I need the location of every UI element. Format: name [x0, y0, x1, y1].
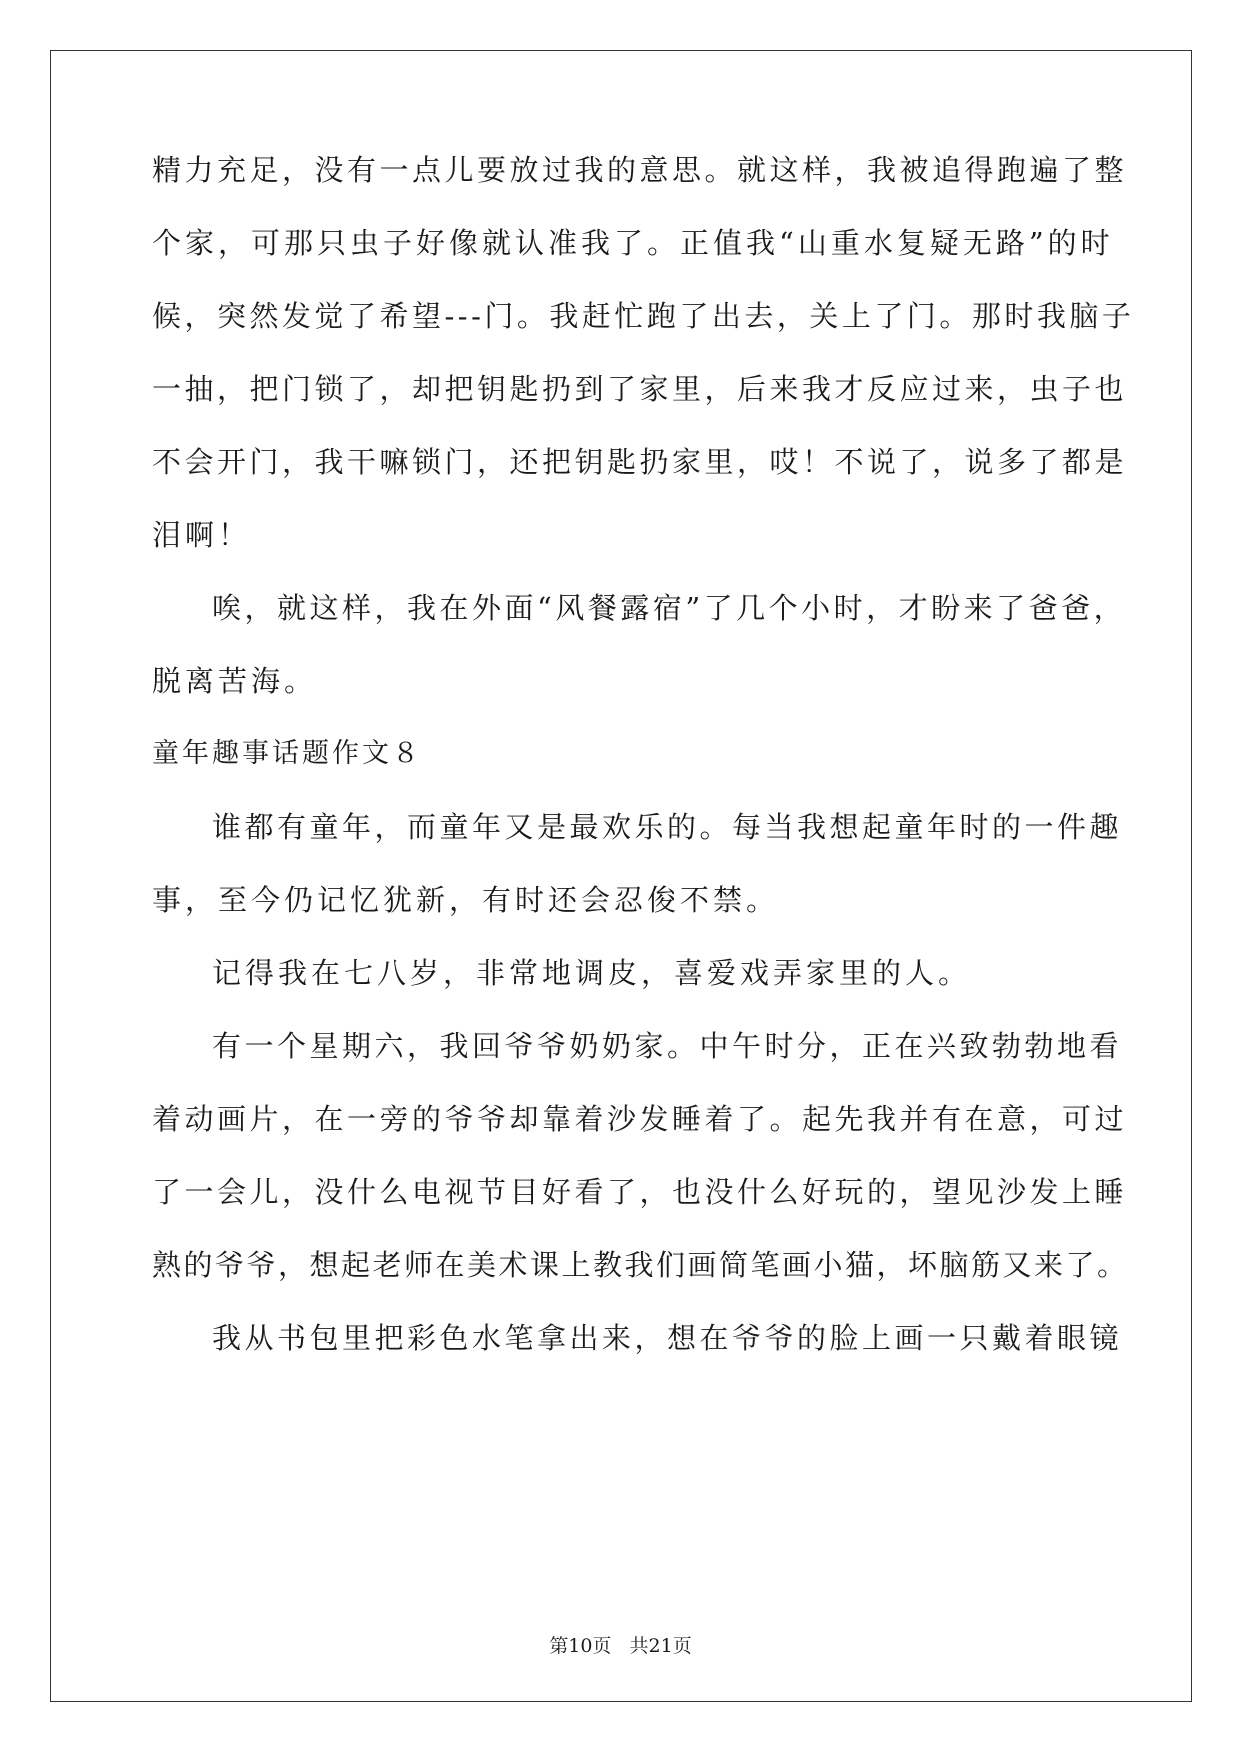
- text-line: 事，至今仍记忆犹新，有时还会忍俊不禁。: [152, 883, 780, 917]
- text-line: 有一个星期六，我回爷爷奶奶家。中午时分，正在兴致勃勃地看: [212, 1029, 1123, 1063]
- text-line: 一抽，把门锁了，却把钥匙扔到了家里，后来我才反应过来，虫子也: [152, 372, 1128, 406]
- text-line: 我从书包里把彩色水笔拿出来，想在爷爷的脸上画一只戴着眼镜: [212, 1321, 1123, 1355]
- text-line: 泪啊！: [152, 518, 252, 552]
- page-number-footer: 第10页 共21页: [549, 1635, 692, 1657]
- text-line: 着动画片，在一旁的爷爷却靠着沙发睡着了。起先我并有在意，可过: [152, 1102, 1128, 1136]
- text-line: 不会开门，我干嘛锁门，还把钥匙扔家里，哎！不说了，说多了都是: [152, 445, 1128, 479]
- text-line: 谁都有童年，而童年又是最欢乐的。每当我想起童年时的一件趣: [212, 810, 1123, 844]
- section-heading: 童年趣事话题作文８: [152, 738, 422, 769]
- text-line: 候，突然发觉了希望---门。我赶忙跑了出去，关上了门。那时我脑子: [152, 299, 1135, 333]
- text-line: 个家，可那只虫子好像就认准我了。正值我“山重水复疑无路”的时: [152, 226, 1114, 260]
- text-line: 熟的爷爷，想起老师在美术课上教我们画简笔画小猫，坏脑筋又来了。: [152, 1248, 1129, 1282]
- text-line: 精力充足，没有一点儿要放过我的意思。就这样，我被追得跑遍了整: [152, 153, 1128, 187]
- text-line: 了一会儿，没什么电视节目好看了，也没什么好玩的，望见沙发上睡: [152, 1175, 1128, 1209]
- text-line: 唉，就这样，我在外面“风餐露宿”了几个小时，才盼来了爸爸，: [212, 591, 1127, 625]
- text-line: 脱离苦海。: [152, 664, 318, 698]
- text-line: 记得我在七八岁，非常地调皮，喜爱戏弄家里的人。: [212, 956, 972, 990]
